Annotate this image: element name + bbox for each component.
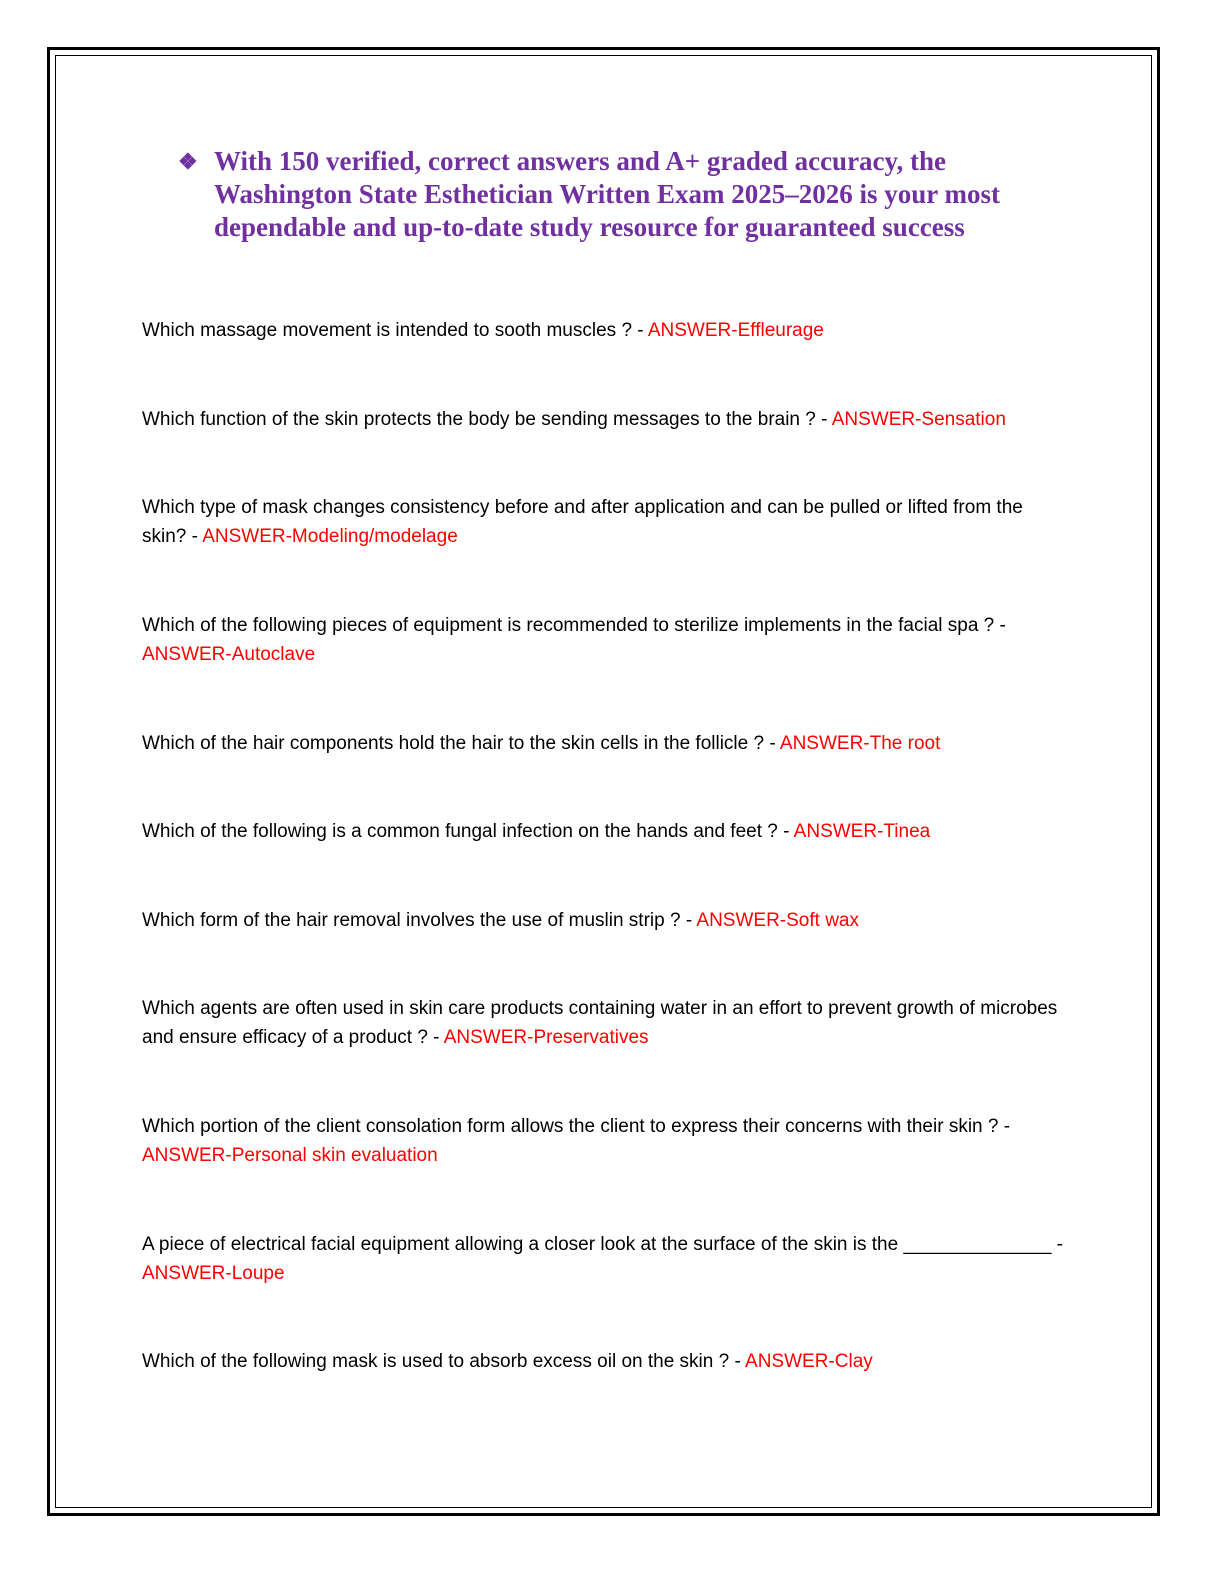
question-text: Which of the following is a common fungal infection on the hands and feet ? -	[142, 821, 794, 842]
question-text: Which of the following pieces of equipment is recommended to sterilize implements in the facial spa ? -	[142, 615, 1006, 636]
answer-text: ANSWER-Clay	[745, 1351, 873, 1372]
qa-item	[142, 1347, 1072, 1376]
qa-item	[142, 611, 1072, 669]
qa-item	[142, 316, 1072, 345]
question-text: Which type of mask changes consistency before and after application and can be pulled or lifted from the skin? -	[142, 497, 1023, 547]
question-text: Which of the following mask is used to absorb excess oil on the skin ? -	[142, 1351, 746, 1372]
answer-text: ANSWER-Autoclave	[142, 644, 316, 665]
answer-text: ANSWER-Effleurage	[647, 320, 824, 341]
qa-item	[142, 994, 1072, 1052]
question-text: Which massage movement is intended to sooth muscles ? -	[142, 320, 648, 341]
answer-text: ANSWER-Personal skin evaluation	[142, 1145, 438, 1166]
question-text: Which form of the hair removal involves the use of muslin strip ? -	[142, 910, 697, 931]
qa-item	[142, 906, 1072, 935]
answer-text: ANSWER-The root	[779, 733, 941, 754]
answer-text: ANSWER-Modeling/modelage	[202, 526, 458, 547]
question-text: Which agents are often used in skin care products containing water in an effort to prevent growth of microbes and ensure efficacy of a product ? -	[142, 998, 1058, 1048]
qa-item	[142, 1112, 1072, 1170]
answer-text: ANSWER-Soft wax	[696, 910, 859, 931]
answer-text: ANSWER-Tinea	[793, 821, 931, 842]
qa-item	[142, 493, 1072, 551]
qa-item	[142, 817, 1072, 846]
answer-text: ANSWER-Sensation	[831, 409, 1006, 430]
diamond-bullet-icon: ❖	[178, 149, 198, 174]
heading-text: With 150 verified, correct answers and A+ graded accuracy, the Washington State Esthetician Written Exam 2025–2026 is your most dependable and up-to-date study resource for guaranteed success	[214, 146, 1001, 242]
question-text: Which of the hair components hold the hair to the skin cells in the follicle ? -	[142, 733, 780, 754]
question-text: A piece of electrical facial equipment allowing a closer look at the surface of the skin is the ______________ -	[142, 1234, 1064, 1255]
page-border-inner	[55, 55, 1152, 1508]
answer-text: ANSWER-Loupe	[142, 1263, 285, 1284]
question-text: Which function of the skin protects the body be sending messages to the brain ? -	[142, 409, 832, 430]
document-heading	[178, 145, 1058, 244]
answer-text: ANSWER-Preservatives	[443, 1027, 649, 1048]
qa-item	[142, 729, 1072, 758]
qa-item	[142, 405, 1072, 434]
qa-item	[142, 1230, 1072, 1288]
question-text: Which portion of the client consolation form allows the client to express their concerns with their skin ? -	[142, 1116, 1011, 1137]
